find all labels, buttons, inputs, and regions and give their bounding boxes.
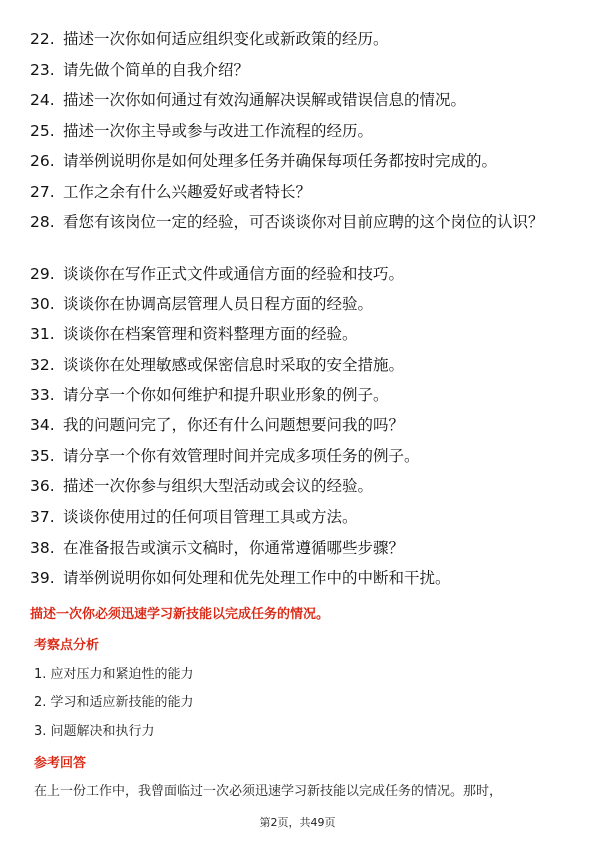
question-number: 33. bbox=[30, 386, 55, 404]
question-number: 38. bbox=[30, 539, 55, 557]
question-number: 23. bbox=[30, 61, 55, 79]
question-item bbox=[30, 537, 565, 559]
question-text: 请分享一个你有效管理时间并完成多项任务的例子。 bbox=[63, 447, 420, 465]
question-number: 22. bbox=[30, 30, 55, 48]
question-item bbox=[30, 120, 565, 142]
reference-answer-text: 在上一份工作中，我曾面临过一次必须迅速学习新技能以完成任务的情况。那时， bbox=[34, 784, 503, 799]
question-item bbox=[30, 323, 565, 345]
question-number: 32. bbox=[30, 356, 55, 374]
analysis-point: 1. 应对压力和紧迫性的能力 bbox=[34, 667, 194, 682]
question-text: 我的问题问完了，你还有什么问题想要问我的吗？ bbox=[63, 416, 405, 434]
question-text: 描述一次你参与组织大型活动或会议的经验。 bbox=[63, 477, 374, 495]
question-number: 27. bbox=[30, 183, 55, 201]
question-number: 31. bbox=[30, 325, 55, 343]
question-number: 25. bbox=[30, 122, 55, 140]
question-text: 请分享一个你如何维护和提升职业形象的例子。 bbox=[63, 386, 389, 404]
question-text: 谈谈你在档案管理和资料整理方面的经验。 bbox=[63, 325, 358, 343]
question-text: 描述一次你主导或参与改进工作流程的经历。 bbox=[63, 122, 374, 140]
question-number: 28. bbox=[30, 213, 55, 231]
question-text: 在准备报告或演示文稿时，你通常遵循哪些步骤？ bbox=[63, 539, 405, 557]
question-item bbox=[30, 211, 565, 233]
question-text: 谈谈你在写作正式文件或通信方面的经验和技巧。 bbox=[63, 265, 405, 283]
question-item bbox=[30, 263, 565, 285]
question-item bbox=[30, 59, 565, 81]
question-text: 描述一次你如何通过有效沟通解决误解或错误信息的情况。 bbox=[63, 91, 467, 109]
question-item bbox=[30, 384, 565, 406]
question-item bbox=[30, 181, 565, 203]
question-item bbox=[30, 506, 565, 528]
question-text: 描述一次你如何适应组织变化或新政策的经历。 bbox=[63, 30, 389, 48]
highlight-question: 描述一次你必须迅速学习新技能以完成任务的情况。 bbox=[30, 607, 330, 622]
question-item bbox=[30, 354, 565, 376]
question-item bbox=[30, 567, 565, 589]
question-item bbox=[30, 150, 565, 172]
question-number: 39. bbox=[30, 569, 55, 587]
analysis-point: 2. 学习和适应新技能的能力 bbox=[34, 695, 194, 710]
question-item bbox=[30, 293, 565, 315]
question-text: 谈谈你使用过的任何项目管理工具或方法。 bbox=[63, 508, 358, 526]
question-text: 请先做个简单的自我介绍？ bbox=[63, 61, 250, 79]
question-number: 36. bbox=[30, 477, 55, 495]
question-item bbox=[30, 28, 565, 50]
question-text: 请举例说明你是如何处理多任务并确保每项任务都按时完成的。 bbox=[63, 152, 498, 170]
question-item bbox=[30, 89, 565, 111]
question-number: 30. bbox=[30, 295, 55, 313]
question-number: 37. bbox=[30, 508, 55, 526]
question-number: 34. bbox=[30, 416, 55, 434]
question-text: 谈谈你在处理敏感或保密信息时采取的安全措施。 bbox=[63, 356, 405, 374]
question-text: 谈谈你在协调高层管理人员日程方面的经验。 bbox=[63, 295, 374, 313]
question-text: 请举例说明你如何处理和优先处理工作中的中断和干扰。 bbox=[63, 569, 451, 587]
question-number: 35. bbox=[30, 447, 55, 465]
question-text: 工作之余有什么兴趣爱好或者特长？ bbox=[63, 183, 312, 201]
question-text: 看您有该岗位一定的经验，可否谈谈你对目前应聘的这个岗位的认识？ bbox=[63, 213, 544, 231]
analysis-point: 3. 问题解决和执行力 bbox=[34, 724, 155, 739]
reference-heading: 参考回答 bbox=[34, 756, 87, 771]
question-item bbox=[30, 475, 565, 497]
analysis-heading: 考察点分析 bbox=[34, 638, 100, 653]
page-footer: 第2页，共49页 bbox=[259, 816, 336, 829]
question-number: 29. bbox=[30, 265, 55, 283]
question-item bbox=[30, 445, 565, 467]
question-number: 24. bbox=[30, 91, 55, 109]
question-number: 26. bbox=[30, 152, 55, 170]
question-item bbox=[30, 414, 565, 436]
